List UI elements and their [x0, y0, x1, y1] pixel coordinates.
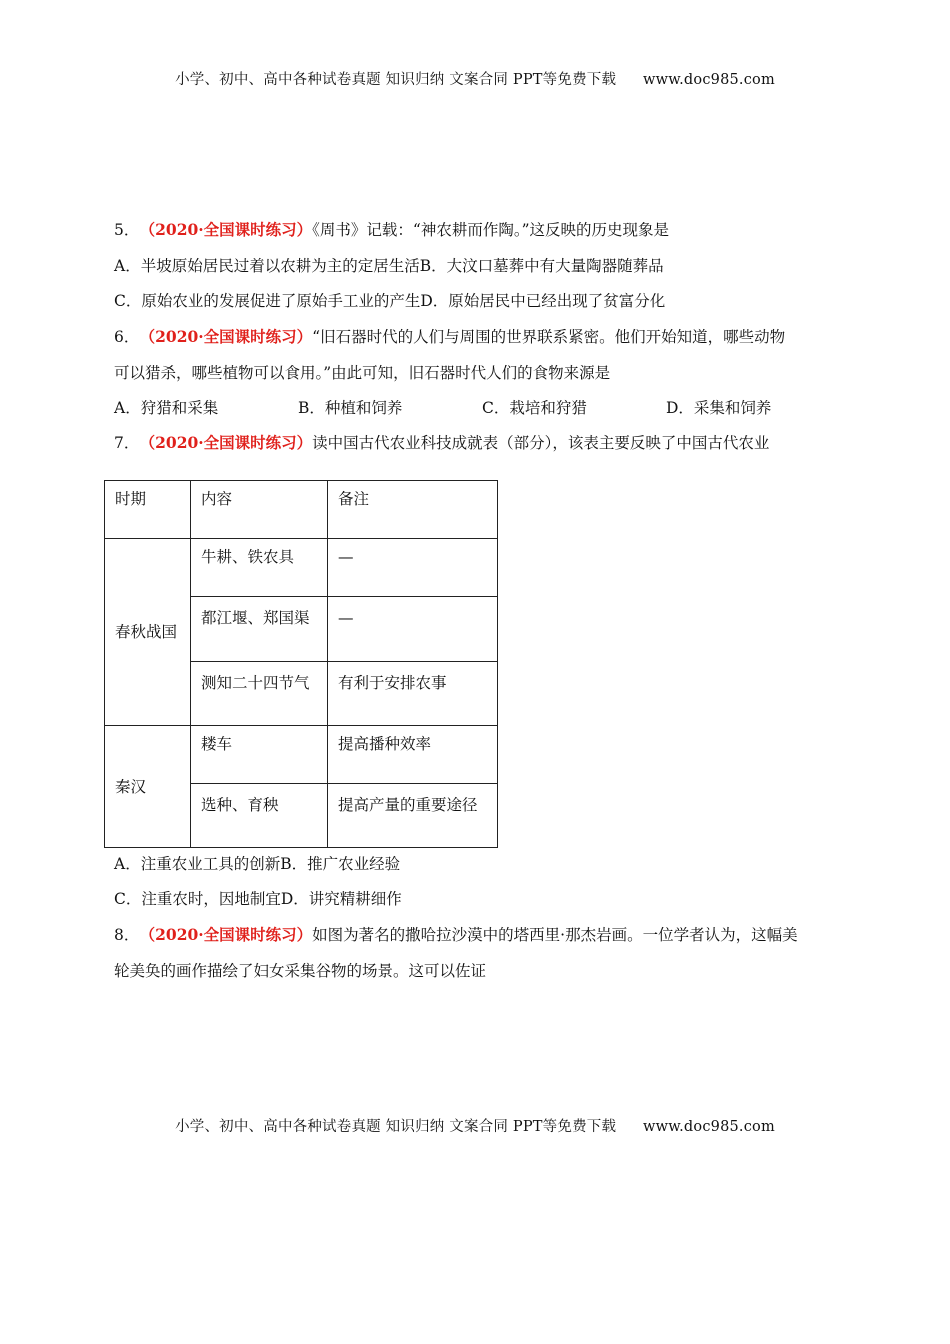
question-6-number: 6．	[114, 328, 140, 346]
agriculture-achievements-table	[104, 480, 498, 848]
question-7-options-row-2	[114, 888, 402, 910]
table-content-cell: 牛耕、铁农具	[191, 539, 328, 597]
table-note-cell: 有利于安排农事	[328, 662, 498, 726]
question-5-options-row-2	[114, 290, 665, 312]
question-7-stem	[114, 432, 769, 454]
question-7-text: 读中国古代农业科技成就表（部分），该表主要反映了中国古代农业	[312, 434, 770, 452]
question-6-text-line-1: “旧石器时代的人们与周围的世界联系紧密。他们开始知道，哪些动物	[312, 328, 786, 346]
question-5-text: 《周书》记载：“神农耕而作陶。”这反映的历史现象是	[312, 221, 670, 239]
question-5-option-c[interactable]: C．原始农业的发展促进了原始手工业的产生	[114, 292, 421, 310]
table-note-cell: —	[328, 597, 498, 662]
question-5-number: 5．	[114, 221, 140, 239]
table-content-cell: 选种、育秧	[191, 784, 328, 848]
question-7-options-row-1	[114, 853, 400, 875]
table-note-cell: —	[328, 539, 498, 597]
table-header-content: 内容	[191, 481, 328, 539]
question-5-source-tag: （2020·全国课时练习）	[147, 220, 313, 239]
table-row	[105, 539, 498, 597]
header-url[interactable]: www.doc985.com	[642, 72, 775, 88]
footer-url[interactable]: www.doc985.com	[642, 1119, 775, 1135]
question-5-options-row-1	[114, 255, 664, 277]
question-6-option-d[interactable]: D．采集和饲养	[666, 399, 772, 417]
question-7-option-b[interactable]: B．推广农业经验	[280, 855, 401, 873]
question-5-option-b[interactable]: B．大汶口墓葬中有大量陶器随葬品	[419, 257, 664, 275]
table-period-cell: 秦汉	[105, 726, 191, 848]
question-8-source-tag: （2020·全国课时练习）	[147, 925, 313, 944]
question-7-option-a[interactable]: A．注重农业工具的创新	[114, 855, 281, 873]
table-period-cell: 春秋战国	[105, 539, 191, 726]
header-text: 小学、初中、高中各种试卷真题 知识归纳 文案合同 PPT等免费下载	[175, 72, 617, 88]
question-6-option-c[interactable]: C．栽培和狩猎	[482, 399, 587, 417]
question-7-source-tag: （2020·全国课时练习）	[147, 433, 313, 452]
table-content-cell: 测知二十四节气	[191, 662, 328, 726]
question-7-option-d[interactable]: D．讲究精耕细作	[280, 890, 402, 908]
table-header-period: 时期	[105, 481, 191, 539]
table-content-cell: 耧车	[191, 726, 328, 784]
page-footer	[0, 1115, 950, 1136]
question-8-stem	[114, 924, 798, 946]
table-header-note: 备注	[328, 481, 498, 539]
footer-text: 小学、初中、高中各种试卷真题 知识归纳 文案合同 PPT等免费下载	[175, 1119, 617, 1135]
question-5-stem	[114, 219, 669, 241]
table-row	[105, 726, 498, 784]
question-6-text-line-2: 可以猎杀，哪些植物可以食用。”由此可知，旧石器时代人们的食物来源是	[114, 364, 611, 382]
table-content-cell: 都江堰、郑国渠	[191, 597, 328, 662]
question-8-number: 8．	[114, 926, 140, 944]
question-7-option-c[interactable]: C．注重农时，因地制宜	[114, 890, 281, 908]
table-header-row	[105, 481, 498, 539]
question-6-stem	[114, 326, 785, 348]
table-note-cell: 提高产量的重要途径	[328, 784, 498, 848]
table-note-cell: 提高播种效率	[328, 726, 498, 784]
question-6-option-b[interactable]: B．种植和饲养	[298, 399, 403, 417]
page-header	[0, 68, 950, 89]
question-5-option-d[interactable]: D．原始居民中已经出现了贫富分化	[420, 292, 666, 310]
question-5-option-a[interactable]: A．半坡原始居民过着以农耕为主的定居生活	[114, 257, 420, 275]
question-7-number: 7．	[114, 434, 140, 452]
question-6-source-tag: （2020·全国课时练习）	[147, 327, 313, 346]
question-6-option-a[interactable]: A．狩猎和采集	[114, 399, 219, 417]
question-8-text-line-2: 轮美奂的画作描绘了妇女采集谷物的场景。这可以佐证	[114, 962, 487, 980]
question-8-text-line-1: 如图为著名的撒哈拉沙漠中的塔西里·那杰岩画。一位学者认为，这幅美	[312, 926, 798, 944]
